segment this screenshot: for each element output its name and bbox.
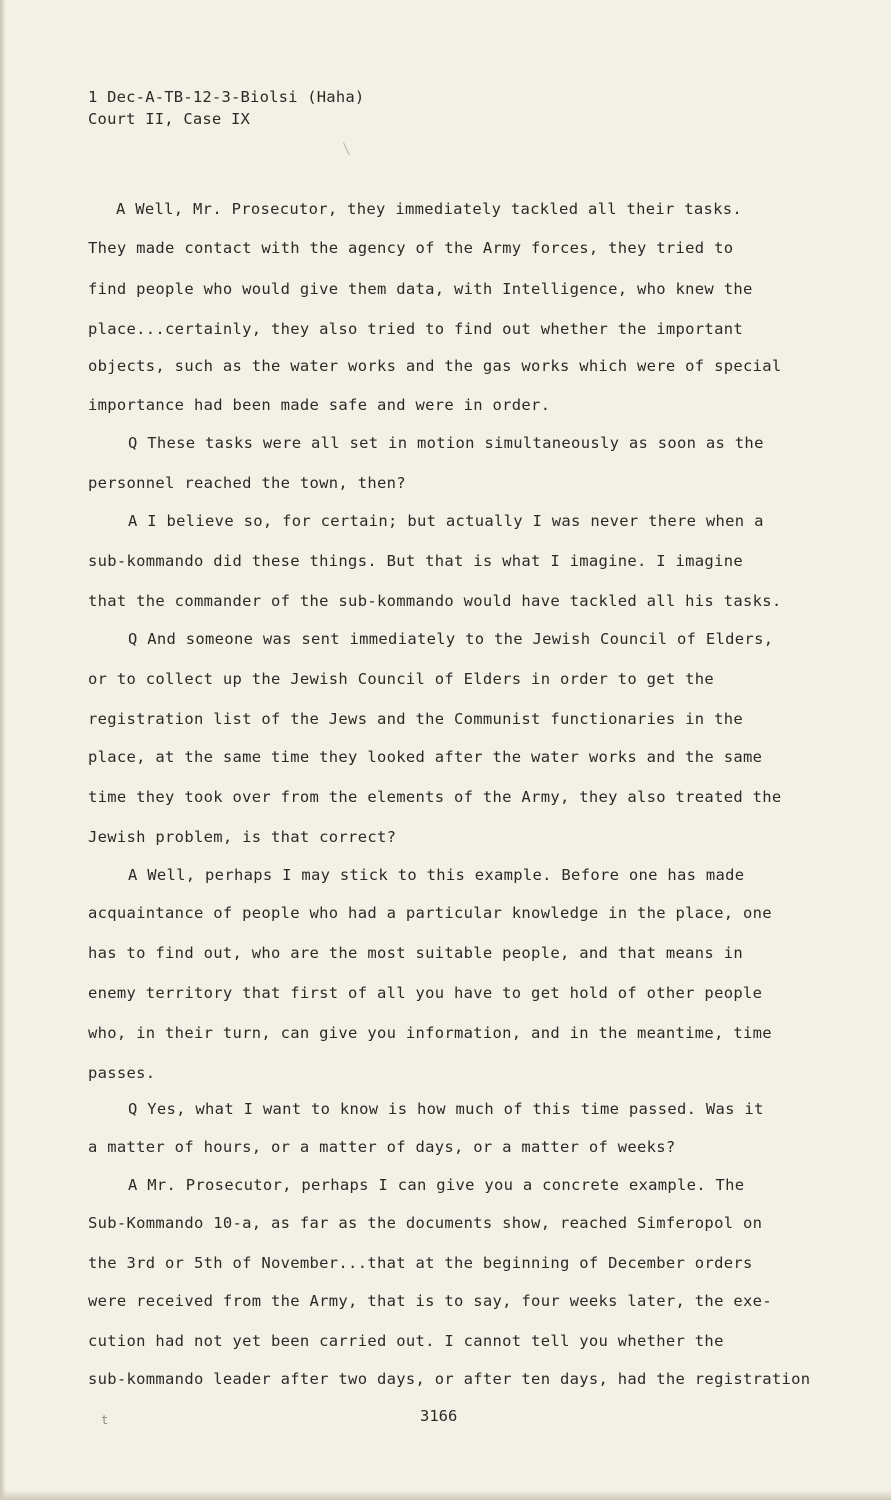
text-line: A Well, Mr. Prosecutor, they immediately tackled all their tasks. — [116, 200, 743, 218]
text-line: time they took over from the elements of the Army, they also treated the — [88, 788, 782, 806]
text-line: importance had been made safe and were in order. — [88, 396, 551, 414]
text-line: registration list of the Jews and the Communist functionaries in the — [88, 710, 743, 728]
text-line: They made contact with the agency of the Army forces, they tried to — [88, 239, 734, 257]
text-line: a matter of hours, or a matter of days, or a matter of weeks? — [88, 1138, 676, 1156]
text-line: A Well, perhaps I may stick to this example. Before one has made — [128, 866, 745, 884]
text-line: Jewish problem, is that correct? — [88, 828, 397, 846]
text-line: place...certainly, they also tried to find out whether the important — [88, 320, 743, 338]
header-court-case-line: Court II, Case IX — [88, 110, 251, 128]
text-line: sub-kommando did these things. But that is what I imagine. I imagine — [88, 552, 743, 570]
document-header — [88, 86, 364, 130]
corner-mark: t — [101, 1413, 109, 1427]
text-line: or to collect up the Jewish Council of Elders in order to get the — [88, 670, 715, 688]
text-line: has to find out, who are the most suitable people, and that means in — [88, 944, 743, 962]
page-number: 3166 — [420, 1407, 458, 1425]
page-edge-shadow-left — [0, 0, 6, 1500]
text-line: objects, such as the water works and the gas works which were of special — [88, 357, 782, 375]
text-line: were received from the Army, that is to say, four weeks later, the exe- — [88, 1292, 772, 1310]
text-line: A I believe so, for certain; but actually I was never there when a — [128, 512, 764, 530]
text-line: enemy territory that first of all you have to get hold of other people — [88, 984, 763, 1002]
stray-pen-mark — [343, 142, 350, 155]
page-edge-shadow-bottom — [0, 1490, 891, 1500]
text-line: sub-kommando leader after two days, or after ten days, had the registration — [88, 1370, 811, 1388]
text-line: Q Yes, what I want to know is how much of this time passed. Was it — [128, 1100, 764, 1118]
text-line: find people who would give them data, with Intelligence, who knew the — [88, 280, 753, 298]
text-line: personnel reached the town, then? — [88, 474, 406, 492]
text-line: who, in their turn, can give you information, and in the meantime, time — [88, 1024, 772, 1042]
text-line: the 3rd or 5th of November...that at the beginning of December orders — [88, 1254, 753, 1272]
text-line: Q These tasks were all set in motion simultaneously as soon as the — [128, 434, 764, 452]
text-line: place, at the same time they looked after the water works and the same — [88, 748, 763, 766]
text-line: Q And someone was sent immediately to the Jewish Council of Elders, — [128, 630, 774, 648]
text-line: A Mr. Prosecutor, perhaps I can give you a concrete example. The — [128, 1176, 745, 1194]
text-line: cution had not yet been carried out. I cannot tell you whether the — [88, 1332, 724, 1350]
text-line: passes. — [88, 1064, 156, 1082]
text-line: acquaintance of people who had a particular knowledge in the place, one — [88, 904, 772, 922]
header-reference-line: 1 Dec-A-TB-12-3-Biolsi (Haha) — [88, 88, 365, 106]
text-line: Sub-Kommando 10-a, as far as the documents show, reached Simferopol on — [88, 1214, 763, 1232]
text-line: that the commander of the sub-kommando would have tackled all his tasks. — [88, 592, 782, 610]
